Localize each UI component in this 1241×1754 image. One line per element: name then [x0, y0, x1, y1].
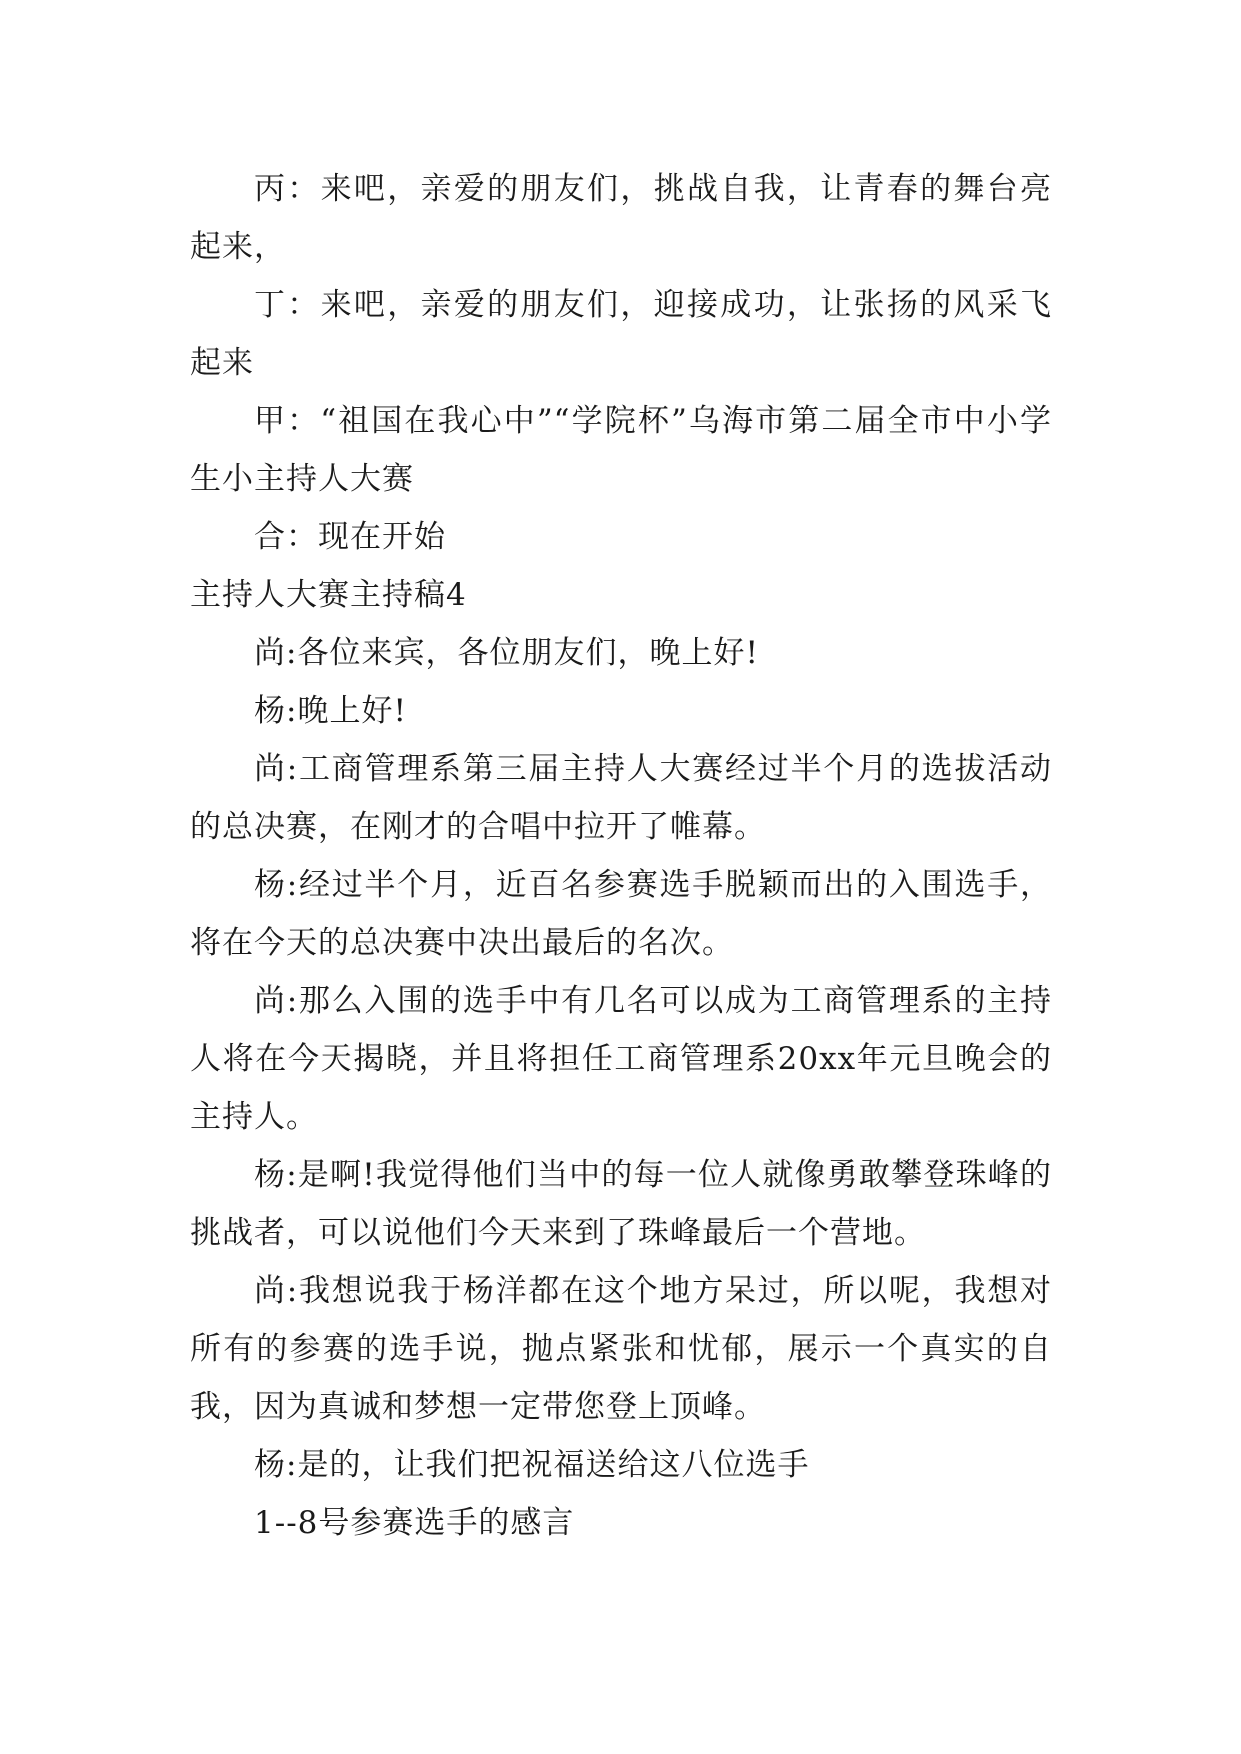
paragraph-shang-2: 尚:工商管理系第三届主持人大赛经过半个月的选拔活动的总决赛，在刚才的合唱中拉开了帷幕。 — [190, 751, 1052, 845]
paragraph-yang-2: 杨:经过半个月，近百名参赛选手脱颖而出的入围选手，将在今天的总决赛中决出最后的名次。 — [190, 867, 1052, 961]
section-heading: 主持人大赛主持稿4 — [190, 577, 467, 613]
paragraph-shang-3: 尚:那么入围的选手中有几名可以成为工商管理系的主持人将在今天揭晓，并且将担任工商管理系20xx年元旦晚会的主持人。 — [190, 983, 1052, 1135]
paragraph-shang-4: 尚:我想说我于杨洋都在这个地方呆过，所以呢，我想对所有的参赛的选手说，抛点紧张和忧郁，展示一个真实的自我，因为真诚和梦想一定带您登上顶峰。 — [190, 1273, 1052, 1425]
paragraph-contestants: 1--8号参赛选手的感言 — [254, 1505, 575, 1541]
paragraph-yang-3: 杨:是啊!我觉得他们当中的每一位人就像勇敢攀登珠峰的挑战者，可以说他们今天来到了珠峰最后一个营地。 — [190, 1157, 1052, 1251]
paragraph-yang-1: 杨:晚上好! — [254, 693, 407, 729]
paragraph-shang-1: 尚:各位来宾，各位朋友们，晚上好! — [254, 635, 759, 671]
paragraph-bing: 丙：来吧，亲爱的朋友们，挑战自我，让青春的舞台亮起来， — [190, 171, 1052, 265]
paragraph-jia: 甲：“祖国在我心中”“学院杯”乌海市第二届全市中小学生小主持人大赛 — [190, 403, 1052, 497]
document-body — [190, 160, 1052, 1552]
paragraph-he: 合：现在开始 — [254, 519, 446, 555]
paragraph-yang-4: 杨:是的，让我们把祝福送给这八位选手 — [254, 1447, 810, 1483]
paragraph-ding: 丁：来吧，亲爱的朋友们，迎接成功，让张扬的风采飞起来 — [190, 287, 1052, 381]
